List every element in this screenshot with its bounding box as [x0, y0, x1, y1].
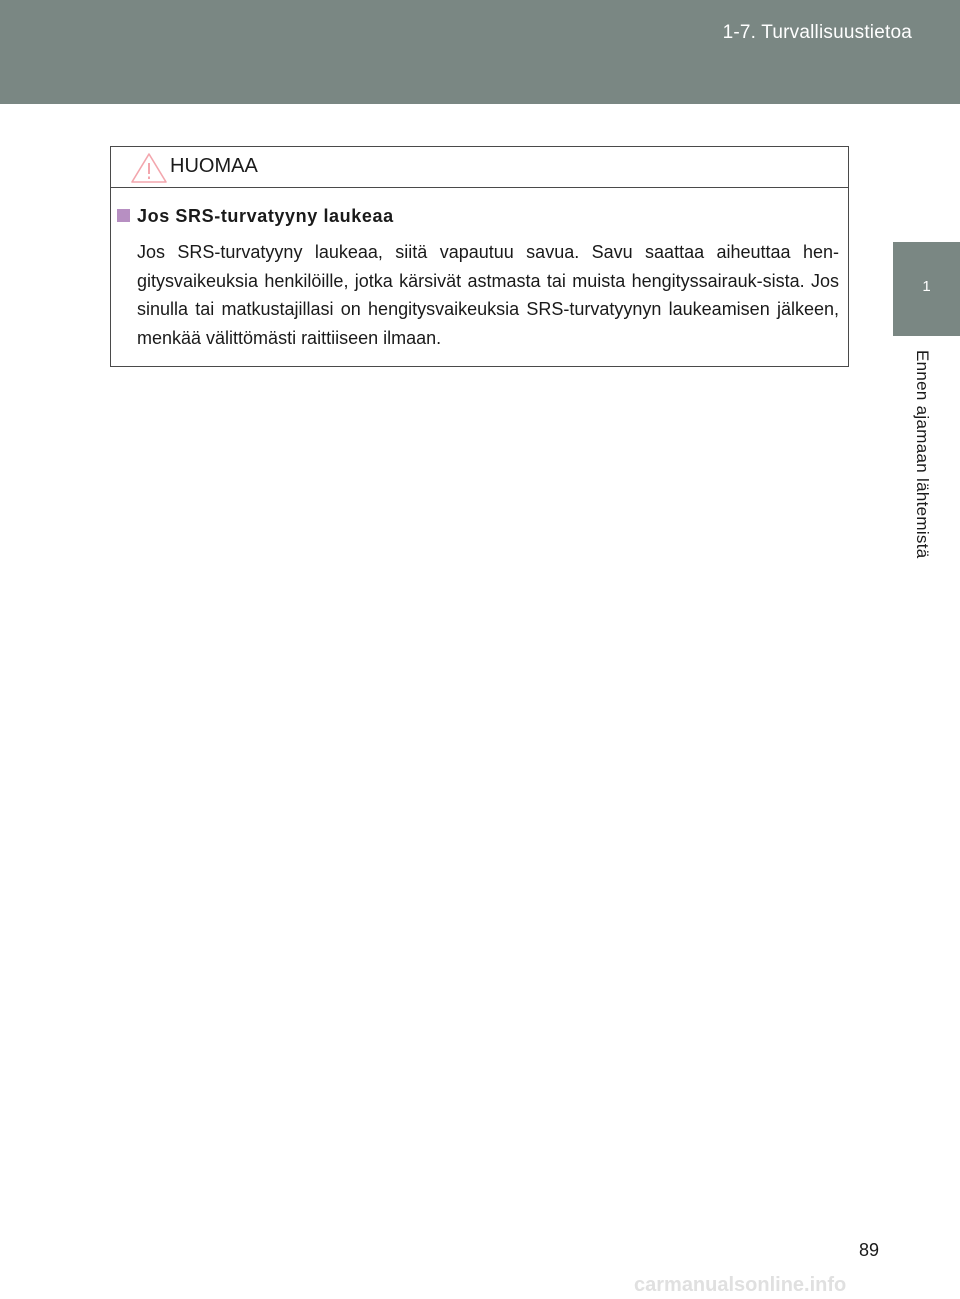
watermark: carmanualsonline.info: [634, 1274, 847, 1296]
section-title: 1-7. Turvallisuustietoa: [722, 22, 912, 43]
caution-body: [111, 188, 848, 352]
caution-box: [110, 146, 849, 367]
caution-heading: [137, 204, 839, 228]
chapter-number: 1: [922, 278, 931, 295]
header-bar: [0, 0, 960, 104]
caution-title: HUOMAA: [170, 155, 258, 177]
warning-triangle-icon: [130, 152, 168, 184]
caution-header: [111, 147, 848, 188]
page-number: 89: [859, 1240, 880, 1260]
caution-body-text: Jos SRS-turvatyyny laukeaa, siitä vapautuu savua. Savu saattaa aiheuttaa hen-gitysvaikeuksia henkilöille, jotka kärsivät astmasta tai muista hengityssairauk-sista. Jos sinulla tai matkustajillasi on hengitysvaikeuksia SRS-turvatyynyn laukeamisen jälkeen, menkää välittömästi raittiiseen ilmaan.: [137, 242, 839, 348]
caution-heading-text: Jos SRS-turvatyyny laukeaa: [137, 206, 394, 226]
bullet-square-icon: [117, 209, 130, 222]
chapter-title: Ennen ajamaan lähtemistä: [913, 350, 932, 559]
chapter-tab: [893, 242, 960, 336]
